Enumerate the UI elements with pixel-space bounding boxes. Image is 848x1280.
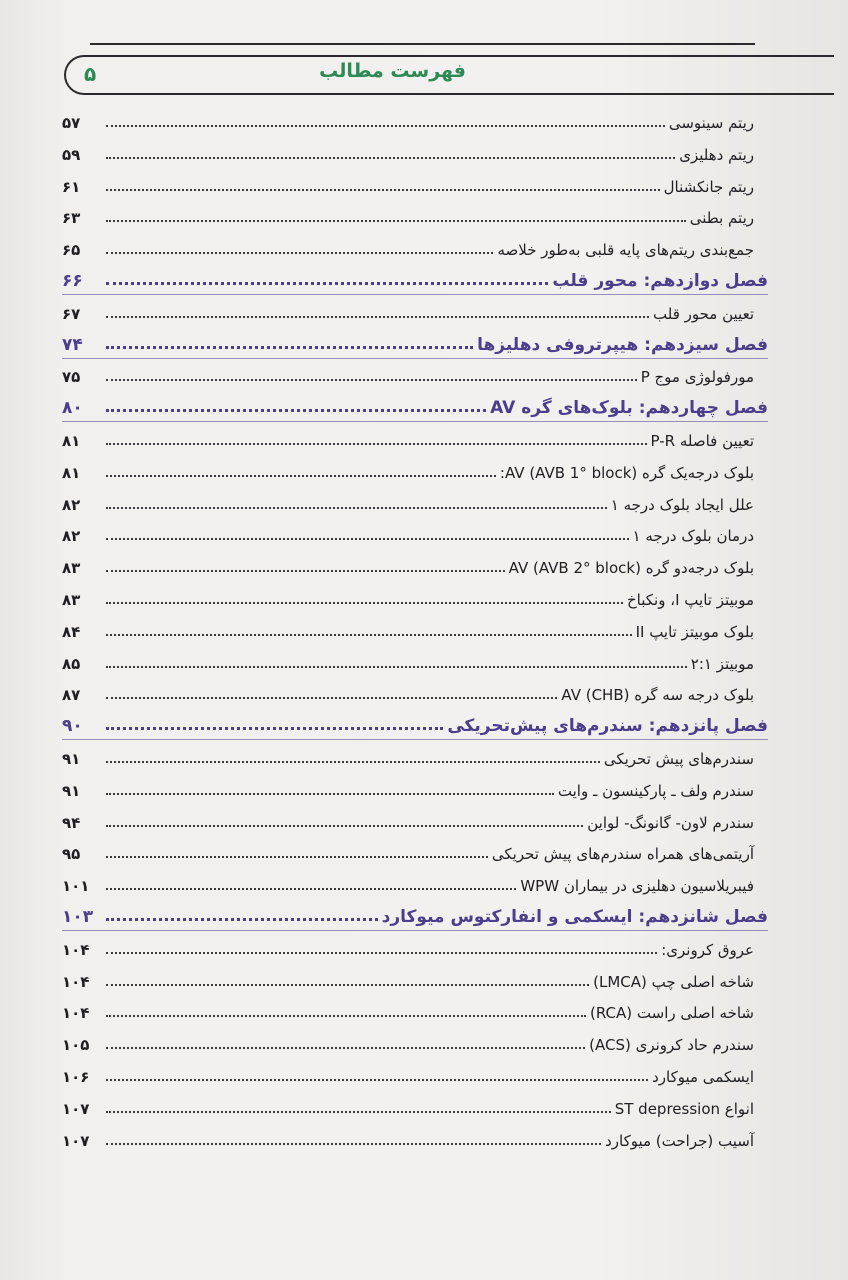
dot-leader xyxy=(106,761,600,763)
page-ref: ۹۴ xyxy=(62,813,81,832)
toc-entry-row[interactable] xyxy=(62,577,762,609)
dot-leader xyxy=(106,507,607,509)
toc-entry-row[interactable] xyxy=(62,959,762,991)
entry-title: شاخه اصلی چپ (LMCA) xyxy=(593,972,754,991)
toc-entry-row[interactable] xyxy=(62,418,762,450)
toc-entry-row[interactable] xyxy=(62,132,762,164)
page-ref: ۵۷ xyxy=(62,114,81,132)
entry-title: درمان بلوک درجه ۱ xyxy=(632,527,754,546)
entry-title: سندرم حاد کرونری (ACS) xyxy=(589,1036,754,1055)
toc-entry-row[interactable] xyxy=(62,927,762,959)
entry-title: ریتم بطنی xyxy=(689,209,754,228)
dot-leader xyxy=(106,793,554,795)
dot-leader xyxy=(106,825,583,827)
toc-entry-row[interactable] xyxy=(62,641,762,673)
toc-chapter-row[interactable] xyxy=(62,895,768,927)
dot-leader xyxy=(106,570,505,572)
page-ref: ۱۰۴ xyxy=(62,940,90,959)
toc-entry-row[interactable] xyxy=(62,291,762,323)
entry-title: مورفولوژی موج P xyxy=(640,368,754,387)
toc-entry-row[interactable] xyxy=(62,609,762,641)
toc-entry-row[interactable] xyxy=(62,354,762,386)
dot-leader xyxy=(106,727,443,730)
dot-leader xyxy=(106,918,378,921)
page-ref: ۶۱ xyxy=(62,177,81,196)
entry-title: سندرم ولف ـ پارکینسون ـ وایت xyxy=(557,781,754,800)
entry-title: جمع‌بندی ریتم‌های پایه قلبی به‌طور خلاصه xyxy=(497,241,754,260)
entry-title: عروق کرونری: xyxy=(661,940,754,959)
toc-entry-row[interactable] xyxy=(62,450,762,482)
page-ref: ۷۵ xyxy=(62,368,81,387)
chapter-title: فصل سیزدهم: هیپرتروفی دهلیزها xyxy=(477,334,768,355)
dot-leader xyxy=(106,189,660,191)
dot-leader xyxy=(106,157,675,159)
page-ref: ۸۳ xyxy=(62,591,81,609)
dot-leader xyxy=(106,252,493,254)
entry-title: تعیین محور قلب xyxy=(653,304,754,323)
page-ref: ۱۰۴ xyxy=(62,972,90,991)
page-ref: ۸۱ xyxy=(62,463,81,482)
page-ref: ۸۷ xyxy=(62,686,81,705)
dot-leader xyxy=(106,952,657,954)
toc-chapter-row[interactable] xyxy=(62,704,768,737)
entry-title: بلوک موبیتز تایپ II xyxy=(635,622,754,641)
page-ref: ۷۴ xyxy=(62,334,83,355)
dot-leader xyxy=(106,1079,648,1081)
dot-leader xyxy=(106,1143,601,1145)
entry-title: بلوک درجه سه گره AV (CHB) xyxy=(561,686,754,705)
entry-title: ریتم جانکشنال xyxy=(663,177,754,196)
page-ref: ۱۰۱ xyxy=(62,877,90,896)
toc-entry-row[interactable] xyxy=(62,1054,762,1086)
entry-title: ریتم دهلیزی xyxy=(679,145,754,164)
toc-entry-row[interactable] xyxy=(62,227,762,259)
dot-leader xyxy=(106,346,473,349)
dot-leader xyxy=(106,475,496,477)
toc-entry-row[interactable] xyxy=(62,990,762,1022)
dot-leader xyxy=(106,602,623,604)
page-ref: ۸۴ xyxy=(62,622,81,641)
dot-leader xyxy=(106,538,629,540)
page-title: فهرست مطالب xyxy=(319,60,466,82)
page-ref: ۹۱ xyxy=(62,750,81,768)
page-ref: ۱۰۷ xyxy=(62,1131,90,1150)
toc-entry-row[interactable] xyxy=(62,1022,762,1054)
dot-leader xyxy=(106,316,649,318)
dot-leader xyxy=(106,1015,586,1017)
page-ref: ۶۵ xyxy=(62,241,81,260)
toc-entry-row[interactable] xyxy=(62,800,762,832)
entry-title: شاخه اصلی راست (RCA) xyxy=(590,1004,754,1023)
page-ref: ۵۹ xyxy=(62,145,81,164)
page-ref: ۸۳ xyxy=(62,559,81,578)
toc-entry-row[interactable] xyxy=(62,768,762,800)
page-ref: ۸۱ xyxy=(62,432,81,450)
chapter-title: فصل چهاردهم: بلوک‌های گره AV xyxy=(490,398,768,419)
dot-leader xyxy=(106,984,589,986)
page-ref: ۱۰۶ xyxy=(62,1068,90,1086)
page-ref: ۶۳ xyxy=(62,209,81,228)
page-ref: ۱۰۳ xyxy=(62,907,94,927)
dot-leader xyxy=(106,409,486,412)
entry-title: انواع ST depression xyxy=(614,1099,754,1118)
entry-title: آریتمی‌های همراه سندرم‌های پیش تحریکی xyxy=(491,845,754,864)
entry-title: موبیتز تایپ I، ونکباخ xyxy=(626,591,754,609)
page-ref: ۸۲ xyxy=(62,527,81,546)
page-ref: ۶۶ xyxy=(62,271,83,291)
entry-title: ریتم سینوسی xyxy=(668,114,754,132)
chapter-title: فصل پانزدهم: سندرم‌های پیش‌تحریکی xyxy=(447,716,768,737)
toc-entry-row[interactable] xyxy=(62,195,762,227)
chapter-title: فصل دوازدهم: محور قلب xyxy=(552,271,768,291)
toc-entry-row[interactable] xyxy=(62,1086,762,1118)
dot-leader xyxy=(106,220,686,222)
chapter-title: فصل شانزدهم: ایسکمی و انفارکتوس میوکارد xyxy=(381,907,768,927)
toc-chapter-row[interactable] xyxy=(62,259,768,291)
page-ref: ۸۵ xyxy=(62,654,81,673)
page-ref: ۹۵ xyxy=(62,845,81,864)
toc-entry-row[interactable] xyxy=(62,513,762,545)
dot-leader xyxy=(106,634,632,636)
toc-entry-row[interactable] xyxy=(62,736,762,768)
toc-chapter-row[interactable] xyxy=(62,323,768,355)
dot-leader xyxy=(106,282,548,285)
toc-entry-row[interactable] xyxy=(62,100,762,132)
dot-leader xyxy=(106,379,637,381)
dot-leader xyxy=(106,697,557,699)
page-ref: ۶۷ xyxy=(62,304,81,323)
entry-title: سندرم لاون- گانونگ- لواین xyxy=(587,813,754,832)
toc-entry-row[interactable] xyxy=(62,164,762,196)
entry-title: تعیین فاصله P-R xyxy=(650,432,754,450)
entry-title: سندرم‌های پیش تحریکی xyxy=(603,750,754,768)
entry-title: آسیب (جراحت) میوکارد xyxy=(605,1131,754,1150)
entry-title: بلوک درجه‌یک گره AV (AVB 1° block): xyxy=(499,463,754,482)
page-ref: ۸۲ xyxy=(62,495,81,514)
dot-leader xyxy=(106,1047,585,1049)
entry-title: موبیتز ۲:۱ xyxy=(690,654,754,673)
dot-leader xyxy=(106,125,665,127)
toc-entry-row[interactable] xyxy=(62,482,762,514)
entry-title: فیبریلاسیون دهلیزی در بیماران WPW xyxy=(520,877,754,896)
page-ref: ۱۰۵ xyxy=(62,1036,90,1055)
entry-title: بلوک درجه‌دو گره AV (AVB 2° block) xyxy=(508,559,754,578)
dot-leader xyxy=(106,1111,611,1113)
toc-entry-row[interactable] xyxy=(62,672,762,704)
toc-entry-row[interactable] xyxy=(62,1118,762,1150)
entry-title: علل ایجاد بلوک درجه ۱ xyxy=(610,495,754,514)
dot-leader xyxy=(106,888,516,890)
toc-entry-row[interactable] xyxy=(62,831,762,863)
header-rule xyxy=(90,43,755,45)
toc-entry-row[interactable] xyxy=(62,545,762,577)
entry-title: ایسکمی میوکارد xyxy=(652,1068,754,1086)
page-ref: ۱۰۴ xyxy=(62,1004,90,1023)
page-ref: ۹۰ xyxy=(62,716,83,737)
dot-leader xyxy=(106,443,647,445)
page-ref: ۱۰۷ xyxy=(62,1099,90,1118)
page-ref: ۹۱ xyxy=(62,781,81,800)
dot-leader xyxy=(106,856,488,858)
page-number: ۵ xyxy=(84,62,97,86)
toc-chapter-row[interactable] xyxy=(62,386,768,419)
toc-entry-row[interactable] xyxy=(62,863,762,895)
page-ref: ۸۰ xyxy=(62,398,83,419)
dot-leader xyxy=(106,666,687,668)
